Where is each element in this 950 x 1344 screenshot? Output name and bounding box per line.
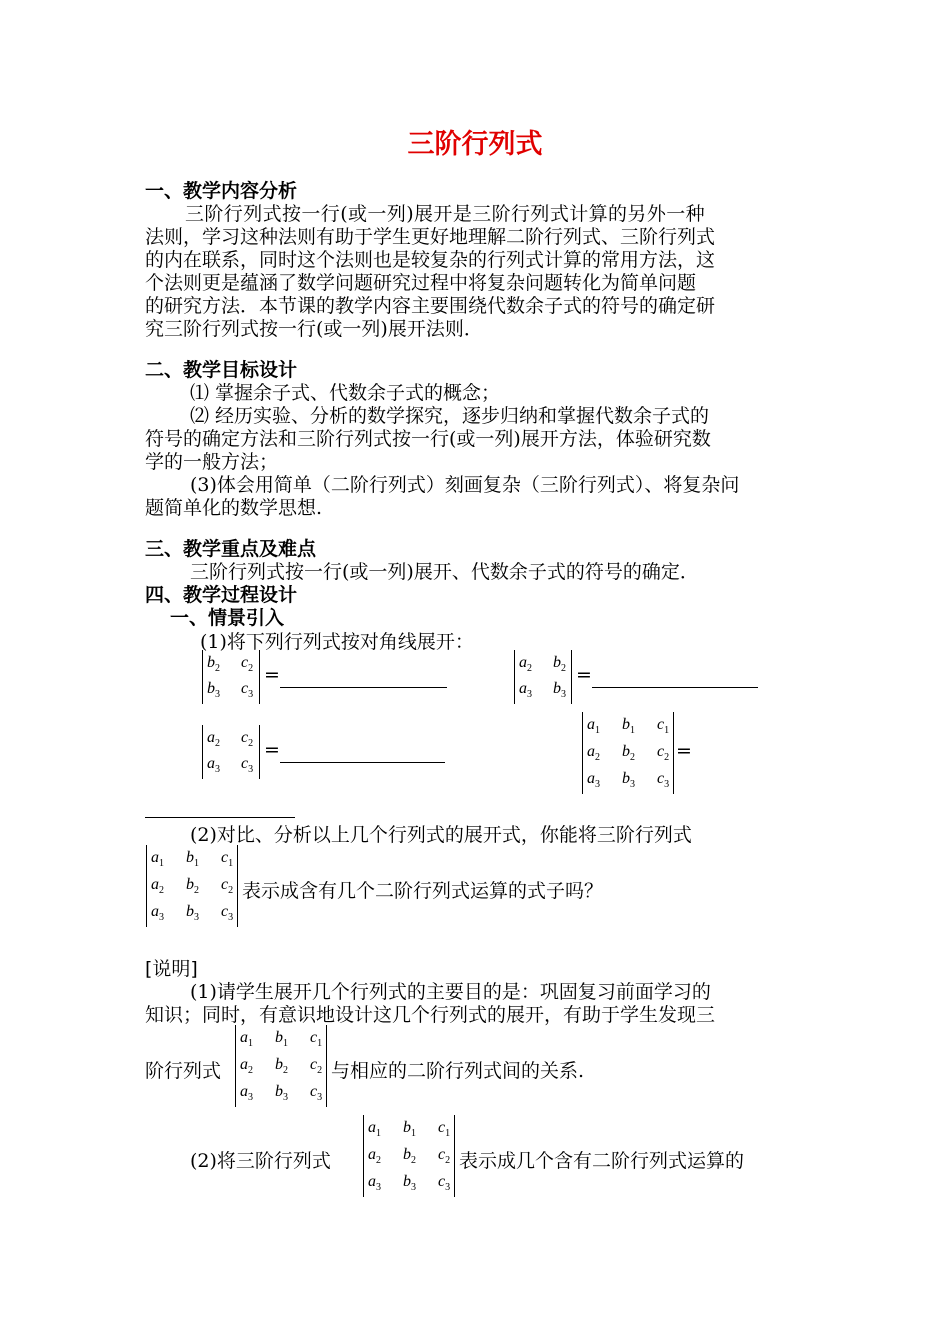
note-line-1: (1)请学生展开几个行列式的主要目的是：巩固复习前面学习的 [190,981,711,1003]
determinant-3x3 [146,845,238,927]
determinant-3x3 [235,1025,327,1107]
entry-b2: $b_2$ [622,743,635,764]
entry-b2: $b_2$ [553,654,566,675]
entry-c3: $c_3$ [241,680,254,701]
s1-line-1: 法则，学习这种法则有助于学生更好地理解二阶行列式、三阶行列式 [145,226,716,248]
entry-b3: $b_3$ [186,903,199,924]
entry-a2: $a_2$ [207,729,220,750]
q2-text: (2)对比、分析以上几个行列式的展开式，你能将三阶行列式 [190,824,692,846]
answer-blank-2[interactable] [592,687,758,688]
note-line-3a: 阶行列式 [145,1060,222,1082]
equals-sign: = [264,739,280,761]
s3-line: 三阶行列式按一行(或一列)展开、代数余子式的符号的确定． [190,561,699,583]
answer-blank-4[interactable] [145,817,295,818]
s2-line-3: 学的一般方法； [145,451,279,473]
s2-line-2: 符号的确定方法和三阶行列式按一行(或一列)展开方法，体验研究数 [145,428,711,450]
section-2-heading: 二、教学目标设计 [145,359,298,381]
entry-c3: $c_3$ [657,770,670,791]
entry-a3: $a_3$ [151,903,164,924]
entry-a1: $a_1$ [587,716,600,737]
s2-line-1: ⑵ 经历实验、分析的数学探究，逐步归纳和掌握代数余子式的 [190,405,710,427]
s1-line-2: 的内在联系，同时这个法则也是较复杂的行列式计算的常用方法，这 [145,249,716,271]
answer-blank-1[interactable] [280,687,447,688]
answer-blank-3[interactable] [280,762,445,763]
entry-b2: $b_2$ [186,876,199,897]
entry-c2: $c_2$ [221,876,234,897]
entry-c2: $c_2$ [657,743,670,764]
note-line-3b: 与相应的二阶行列式间的关系. [331,1060,585,1082]
s2-line-5: 题简单化的数学思想. [145,497,323,519]
s2-line-0: ⑴ 掌握余子式、代数余子式的概念； [190,382,501,404]
determinant-3x3 [363,1115,455,1197]
s1-line-5: 究三阶行列式按一行(或一列)展开法则． [145,318,483,340]
entry-c2: $c_2$ [310,1056,323,1077]
entry-c3: $c_3$ [221,903,234,924]
equals-sign: = [576,664,592,686]
entry-a1: $a_1$ [151,849,164,870]
note-heading: [说明] [145,958,198,980]
entry-c1: $c_1$ [310,1029,323,1050]
equals-sign: = [676,740,692,762]
entry-b3: $b_3$ [275,1083,288,1104]
determinant-b-c [202,650,260,704]
entry-b3: $b_3$ [553,680,566,701]
s1-line-4: 的研究方法．本节课的教学内容主要围绕代数余子式的符号的确定研 [145,295,716,317]
entry-b1: $b_1$ [275,1029,288,1050]
s1-line-3: 个法则更是蕴涵了数学问题研究过程中将复杂问题转化为简单问题 [145,272,697,294]
entry-a3: $a_3$ [207,755,220,776]
q1-text: (1)将下列行列式按对角线展开： [200,631,474,653]
entry-c2: $c_2$ [241,654,254,675]
section-1-heading: 一、教学内容分析 [145,180,298,202]
entry-a2: $a_2$ [368,1146,381,1167]
s1-line-0: 三阶行列式按一行(或一列)展开是三阶行列式计算的另外一种 [185,203,706,225]
note-line-4a: (2)将三阶行列式 [190,1150,331,1172]
note-line-4b: 表示成几个含有二阶行列式运算的 [459,1150,745,1172]
entry-a3: $a_3$ [368,1173,381,1194]
entry-b3: $b_3$ [403,1173,416,1194]
determinant-3x3 [582,712,674,794]
entry-a2: $a_2$ [151,876,164,897]
q2-text-continued: 表示成含有几个二阶行列式运算的式子吗？ [242,880,604,902]
note-line-2: 知识；同时，有意识地设计这几个行列式的展开，有助于学生发现三 [145,1004,716,1026]
entry-c2: $c_2$ [438,1146,451,1167]
entry-b1: $b_1$ [186,849,199,870]
entry-c1: $c_1$ [657,716,670,737]
equals-sign: = [264,664,280,686]
determinant-a-c [202,725,260,779]
entry-a2: $a_2$ [587,743,600,764]
section-3-heading: 三、教学重点及难点 [145,538,317,560]
determinant-a-b [514,650,572,704]
entry-a3: $a_3$ [519,680,532,701]
entry-c2: $c_2$ [241,729,254,750]
entry-a3: $a_3$ [587,770,600,791]
subsection-heading: 一、情景引入 [170,607,285,629]
entry-a1: $a_1$ [368,1119,381,1140]
entry-b3: $b_3$ [207,680,220,701]
entry-b1: $b_1$ [622,716,635,737]
entry-c3: $c_3$ [241,755,254,776]
entry-c3: $c_3$ [438,1173,451,1194]
section-4-heading: 四、教学过程设计 [145,584,298,606]
entry-a3: $a_3$ [240,1083,253,1104]
entry-c3: $c_3$ [310,1083,323,1104]
entry-b3: $b_3$ [622,770,635,791]
entry-a2: $a_2$ [240,1056,253,1077]
s2-line-4: (3)体会用简单（二阶行列式）刻画复杂（三阶行列式）、将复杂问 [190,474,740,496]
entry-a1: $a_1$ [240,1029,253,1050]
entry-b1: $b_1$ [403,1119,416,1140]
entry-b2: $b_2$ [403,1146,416,1167]
document-title: 三阶行列式 [407,129,543,160]
entry-b2: $b_2$ [207,654,220,675]
entry-a2: $a_2$ [519,654,532,675]
entry-c1: $c_1$ [221,849,234,870]
entry-b2: $b_2$ [275,1056,288,1077]
entry-c1: $c_1$ [438,1119,451,1140]
